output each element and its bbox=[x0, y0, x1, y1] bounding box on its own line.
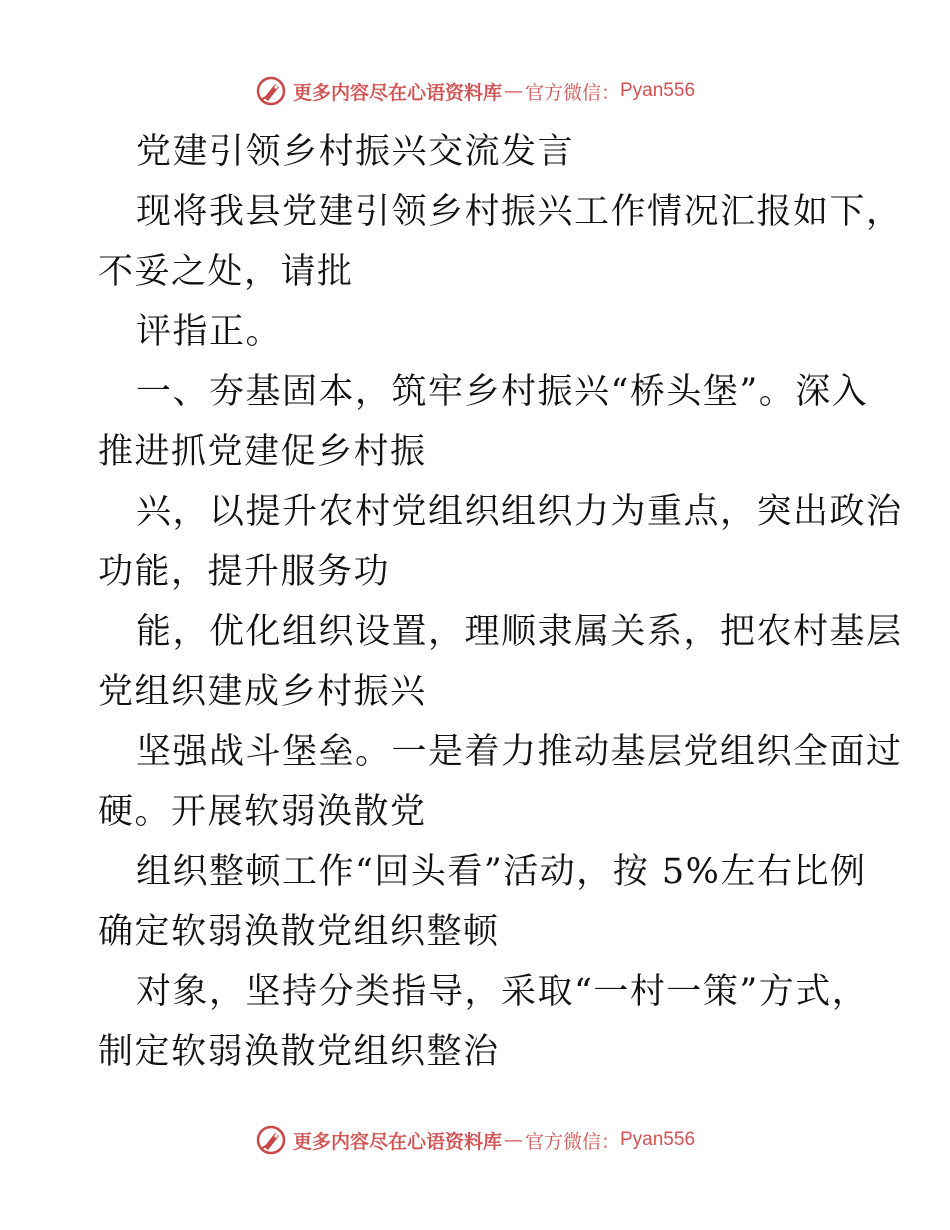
paragraph-line: 坚强战斗堡垒。一是着力推动基层党组织全面过 bbox=[136, 732, 903, 772]
watermark-dash: — bbox=[503, 1129, 523, 1151]
paragraph-line: 组织整顿工作“回头看”活动，按 5%左右比例 bbox=[136, 852, 867, 892]
header-watermark bbox=[0, 71, 950, 111]
paragraph-line: 制定软弱涣散党组织整治 bbox=[98, 1032, 500, 1072]
paragraph-line: 不妥之处，请批 bbox=[98, 252, 354, 292]
paragraph-line: 功能，提升服务功 bbox=[98, 552, 391, 592]
paragraph-line: 对象，坚持分类指导，采取“一村一策”方式， bbox=[136, 972, 869, 1012]
pen-nib-logo-icon bbox=[255, 1124, 287, 1156]
watermark-site-text: 更多内容尽在心语资料库 bbox=[292, 81, 502, 104]
paragraph-line: 确定软弱涣散党组织整顿 bbox=[98, 912, 500, 952]
paragraph-line: 兴，以提升农村党组织组织力为重点，突出政治 bbox=[136, 492, 903, 532]
watermark-wechat-label: 官方微信： bbox=[524, 81, 620, 104]
document-title: 党建引领乡村振兴交流发言 bbox=[136, 132, 575, 172]
section-heading-line: 一、夯基固本，筑牢乡村振兴“桥头堡”。深入 bbox=[136, 372, 869, 412]
paragraph-line: 评指正。 bbox=[136, 312, 283, 352]
watermark-wechat-id: Pyan556 bbox=[620, 80, 696, 101]
paragraph-line: 推进抓党建促乡村振 bbox=[98, 432, 427, 472]
pen-nib-logo-icon bbox=[255, 75, 287, 107]
watermark-wechat-label: 官方微信： bbox=[524, 1130, 620, 1153]
watermark-site-text: 更多内容尽在心语资料库 bbox=[292, 1130, 502, 1153]
watermark-wechat-id: Pyan556 bbox=[620, 1129, 696, 1150]
document-body bbox=[98, 122, 903, 1082]
watermark-dash: — bbox=[503, 80, 523, 102]
footer-watermark bbox=[0, 1120, 950, 1160]
paragraph-line: 能，优化组织设置，理顺隶属关系，把农村基层 bbox=[136, 612, 903, 652]
paragraph-line: 党组织建成乡村振兴 bbox=[98, 672, 427, 712]
paragraph-line: 现将我县党建引领乡村振兴工作情况汇报如下， bbox=[136, 192, 903, 232]
paragraph-line: 硬。开展软弱涣散党 bbox=[98, 792, 427, 832]
